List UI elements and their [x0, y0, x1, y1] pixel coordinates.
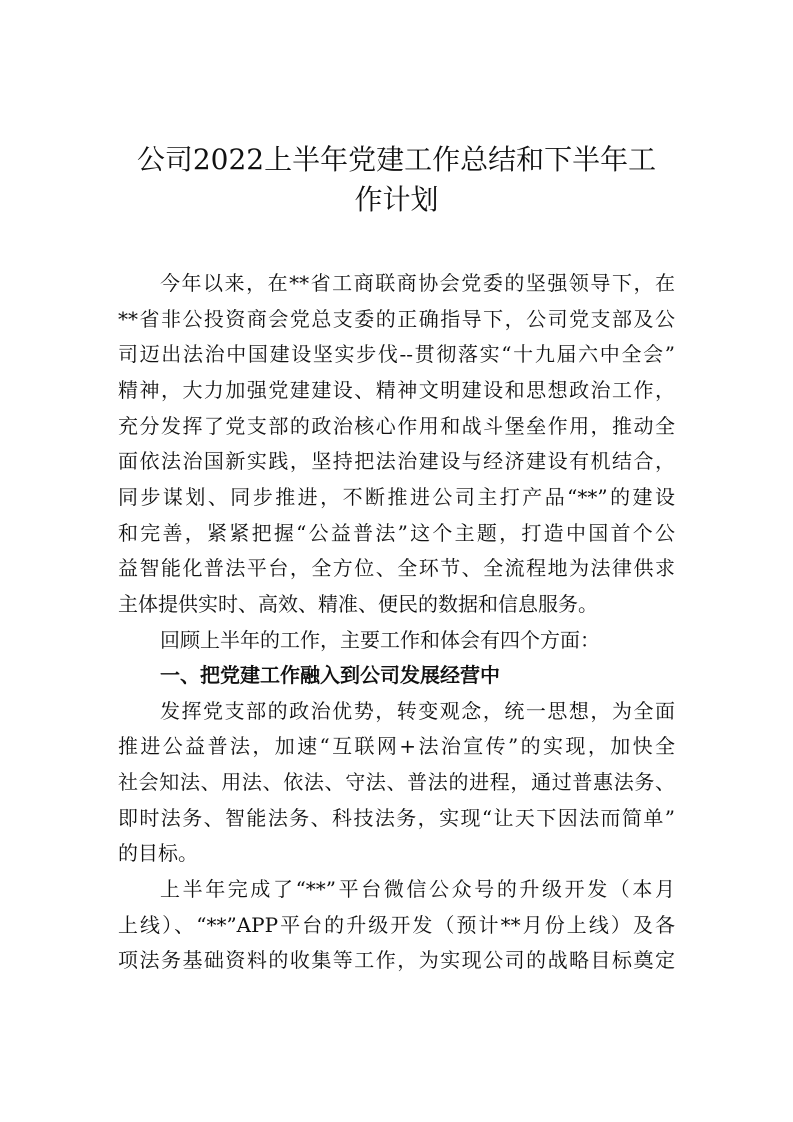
paragraph-line: 发挥党支部的政治优势，转变观念，统一思想，为全面 — [160, 698, 675, 723]
paragraph-line: 即时法务、智能法务、科技法务，实现“让天下因法而简单” — [118, 805, 675, 830]
paragraph-line: 充分发挥了党支部的政治核心作用和战斗堡垒作用，推动全 — [118, 413, 675, 438]
paragraph-line: 司迈出法治中国建设坚实步伐--贯彻落实“十九届六中全会” — [118, 342, 675, 367]
paragraph-line: 精神，大力加强党建建设、精神文明建设和思想政治工作， — [118, 377, 675, 402]
paragraph-line: 面依法治国新实践，坚持把法治建设与经济建设有机结合， — [118, 449, 675, 474]
document-title-line-1: 公司2022上半年党建工作总结和下半年工 — [136, 143, 657, 176]
paragraph-line: 和完善，紧紧把握“公益普法”这个主题，打造中国首个公 — [118, 520, 675, 545]
paragraph-line: **省非公投资商会党总支委的正确指导下，公司党支部及公 — [118, 306, 675, 331]
paragraph-line: 上半年完成了“**”平台微信公众号的升级开发（本月 — [160, 877, 675, 902]
paragraph-line: 今年以来，在**省工商联商协会党委的坚强领导下，在 — [160, 271, 675, 295]
document-title-line-2: 作计划 — [354, 183, 439, 216]
paragraph-line: 的目标。 — [118, 841, 198, 866]
paragraph-line: 益智能化普法平台，全方位、全环节、全流程地为法律供求 — [118, 556, 675, 581]
paragraph-line: 上线）、“**”APP平台的升级开发（预计**月份上线）及各 — [118, 912, 675, 937]
paragraph-line: 主体提供实时、高效、精准、便民的数据和信息服务。 — [118, 591, 598, 616]
paragraph-line: 同步谋划、同步推进，不断推进公司主打产品“**”的建设 — [118, 484, 675, 509]
paragraph-line: 推进公益普法，加速“互联网+法治宣传”的实现，加快全 — [118, 734, 675, 759]
paragraph-line: 项法务基础资料的收集等工作，为实现公司的战略目标奠定 — [118, 948, 675, 973]
paragraph-line: 回顾上半年的工作，主要工作和体会有四个方面： — [160, 627, 600, 652]
paragraph-line: 社会知法、用法、依法、守法、普法的进程，通过普惠法务、 — [118, 770, 675, 795]
section-heading: 一、把党建工作融入到公司发展经营中 — [160, 663, 500, 688]
